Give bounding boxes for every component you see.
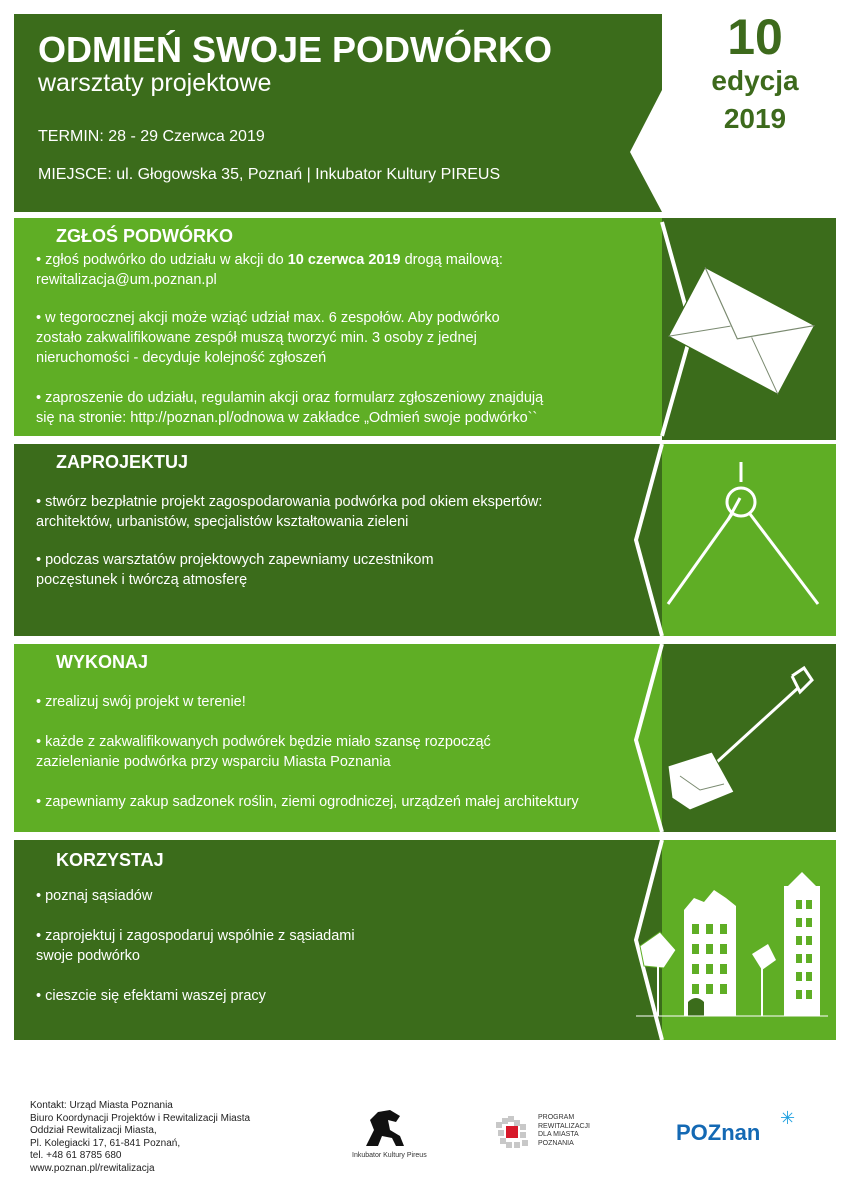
section-zaprojektuj-bullet-2: • podczas warsztatów projektowych zapewniamy uczestnikom poczęstunek i twórczą atmosferę: [36, 552, 434, 588]
miejsce-text: MIEJSCE: ul. Głogowska 35, Poznań | Inkubator Kultury PIREUS: [38, 166, 501, 183]
deadline-date: 10 czerwca 2019: [287, 252, 401, 268]
section-korzystaj-bullet-3: • cieszcie się efektami waszej pracy: [36, 988, 266, 1004]
section-title-korzystaj: KORZYSTAJ: [56, 850, 164, 870]
program-rewitalizacji-label: PROGRAM REWITALIZACJI DLA MIASTA POZNANIA: [538, 1114, 590, 1147]
program-rewitalizacji-map-icon: [492, 1112, 536, 1156]
section-zglos-bullet-3: • zaproszenie do udziału, regulamin akcji oraz formularz zgłoszeniowy znajdują się na stronie: http://poznan.pl/odnowa w zakładce „Odmień swoje podwórko``: [36, 390, 544, 426]
poznan-star-icon: ✳: [780, 1108, 796, 1128]
section-korzystaj-bullet-1: • poznaj sąsiadów: [36, 888, 153, 904]
termin-text: TERMIN: 28 - 29 Czerwca 2019: [38, 128, 265, 145]
footer-website-link[interactable]: www.poznan.pl/rewitalizacja: [30, 1162, 155, 1174]
poznan-logo: POZnan: [676, 1120, 761, 1145]
edition-number: 10: [727, 9, 783, 65]
pireus-logo: [360, 1106, 410, 1150]
edition-label: edycja: [711, 65, 799, 96]
poster-subtitle: warsztaty projektowe: [38, 69, 272, 97]
section-wykonaj-bullet-1: • zrealizuj swój projekt w terenie!: [36, 694, 246, 710]
section-zaprojektuj-bullet-1: • stwórz bezpłatnie projekt zagospodarowania podwórka pod okiem ekspertów: architektów, urbanistów, specjalistów kształtowania zieleni: [36, 494, 543, 530]
section-zglos-bullet-2: • w tegorocznej akcji może wziąć udział max. 6 zespołów. Aby podwórko zostało zakwalifikowane zespół muszą tworzyć min. 3 osoby z jednej nieruchomości - decyduje kolejność zgłoszeń: [36, 310, 500, 366]
edition-year: 2019: [723, 103, 787, 134]
section-title-wykonaj: WYKONAJ: [56, 652, 149, 672]
footer-contact: Kontakt: Urząd Miasta Poznania Biuro Koordynacji Projektów i Rewitalizacji Miasta Oddział Rewitalizacji Miasta, Pl. Kolegiacki 17, 61-841 Poznań, tel. +48 61 8785 680 www.poznan.pl/rewitalizacja: [30, 1100, 290, 1175]
section-wykonaj-bullet-2: • każde z zakwalifikowanych podwórek będzie miało szansę rozpocząć zazielenianie podwórka przy wsparciu Miasta Poznania: [36, 734, 491, 770]
section-title-zaprojektuj: ZAPROJEKTUJ: [56, 452, 189, 472]
section-wykonaj-bullet-3: • zapewniamy zakup sadzonek roślin, ziemi ogrodniczej, urządzeń małej architektury: [36, 794, 579, 810]
section-title-zglos: ZGŁOŚ PODWÓRKO: [56, 226, 233, 246]
section-korzystaj-bullet-2: • zaprojektuj i zagospodaruj wspólnie z sąsiadami swoje podwórko: [36, 928, 355, 964]
section-zglos-bullet-1: • zgłoś podwórko do udziału w akcji do 10 czerwca 2019 drogą mailową: rewitalizacja@um.poznan.pl: [36, 250, 636, 290]
pireus-label: Inkubator Kultury Pireus: [352, 1152, 427, 1159]
contact-email[interactable]: rewitalizacja@um.poznan.pl: [36, 272, 217, 288]
section-zaprojektuj-arrow: [660, 444, 836, 636]
poster-title: ODMIEŃ SWOJE PODWÓRKO: [38, 29, 553, 70]
